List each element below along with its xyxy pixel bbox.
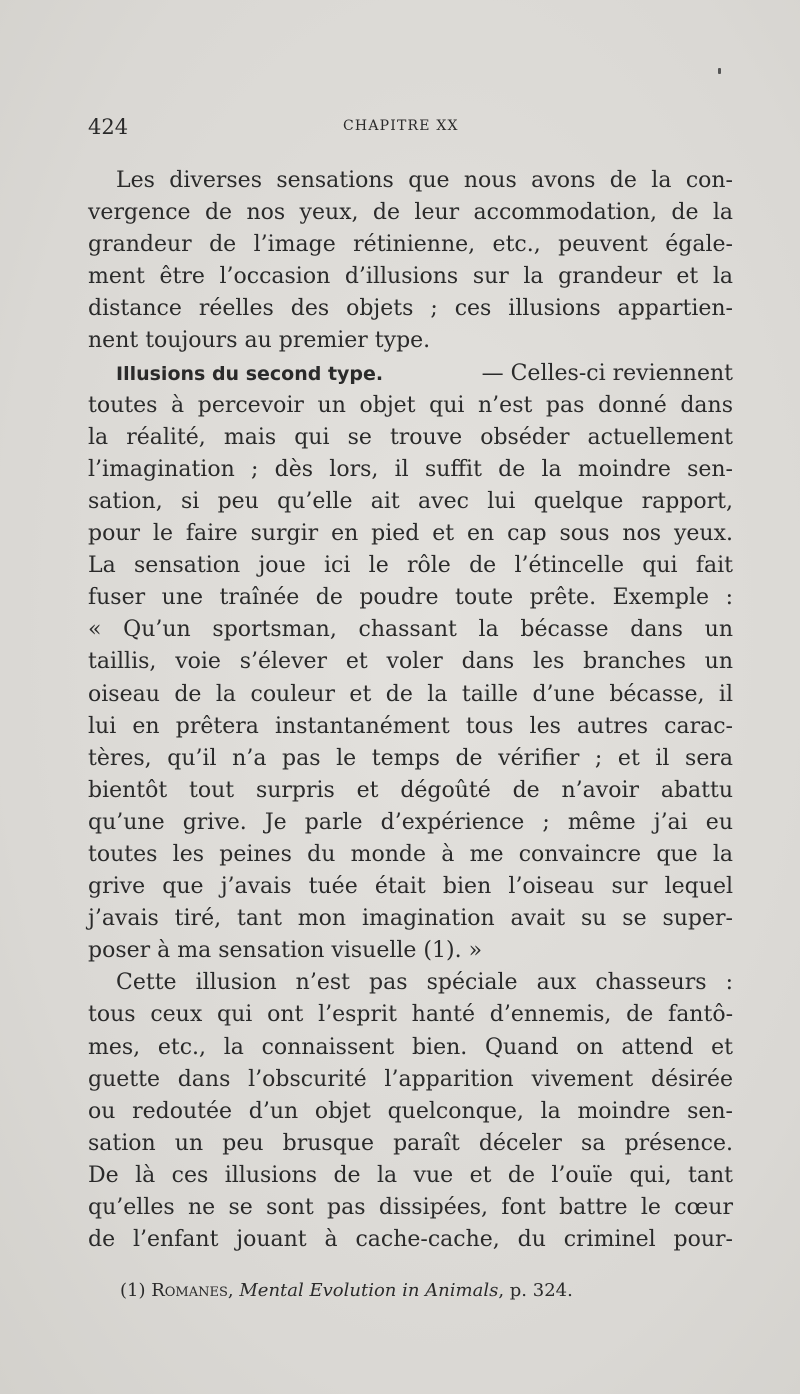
text-line: poser à ma sensation visuelle (1). » — [88, 938, 483, 964]
text-line: toutes les peines du monde à me convaincre que la — [88, 841, 733, 867]
text-line: mes, etc., la connaissent bien. Quand on attend et — [88, 1034, 733, 1060]
footnote-page: , p. 324. — [498, 1280, 573, 1301]
footnote-separator: , — [227, 1280, 240, 1301]
footnote-author: Romanes — [151, 1280, 228, 1301]
text-line: ou redoutée d’un objet quelconque, la moindre sen- — [88, 1098, 733, 1124]
footnote — [120, 1280, 573, 1301]
text-line: tères, qu’il n’a pas le temps de vérifier ; et il sera — [88, 745, 733, 771]
text-line: l’imagination ; dès lors, il suffit de la moindre sen- — [88, 456, 733, 482]
text-line: ment être l’occasion d’illusions sur la grandeur et la — [88, 264, 733, 290]
text-line: la réalité, mais qui se trouve obséder actuellement — [88, 424, 733, 450]
text-line: guette dans l’obscurité l’apparition vivement désirée — [88, 1066, 733, 1092]
body-text — [88, 165, 733, 1256]
text-line: nent toujours au premier type. — [88, 328, 431, 354]
section-heading-line — [88, 358, 733, 390]
text-line: Cette illusion n’est pas spéciale aux chasseurs : — [116, 970, 733, 996]
text-line: de l’enfant jouant à cache-cache, du criminel pour- — [88, 1227, 733, 1253]
text-line: Les diverses sensations que nous avons de la con- — [116, 168, 733, 193]
text-line: sation un peu brusque paraît déceler sa présence. — [88, 1130, 733, 1156]
text-line: j’avais tiré, tant mon imagination avait su se super- — [88, 906, 733, 932]
text-line: qu’elles ne se sont pas dissipées, font battre le cœur — [88, 1195, 733, 1220]
text-line: grive que j’avais tuée était bien l’oiseau sur lequel — [88, 874, 733, 900]
text-line: De là ces illusions de la vue et de l’ouïe qui, tant — [88, 1162, 733, 1188]
text-line: tous ceux qui ont l’esprit hanté d’ennemis, de fantô- — [88, 1002, 733, 1028]
text-line: grandeur de l’image rétinienne, etc., peuvent égale- — [88, 232, 733, 258]
text-line-rest: — Celles-ci reviennent — [481, 360, 733, 386]
text-line: qu’une grive. Je parle d’expérience ; même j’ai eu — [88, 809, 733, 835]
footnote-title: Mental Evolution in Animals — [239, 1280, 499, 1301]
text-line: La sensation joue ici le rôle de l’étincelle qui fait — [88, 553, 733, 579]
footnote-marker: (1) — [120, 1280, 152, 1301]
text-line: « Qu’un sportsman, chassant la bécasse dans un — [88, 617, 733, 643]
text-line: vergence de nos yeux, de leur accommodation, de la — [88, 200, 733, 226]
text-line: oiseau de la couleur et de la taille d’une bécasse, il — [88, 681, 733, 707]
text-line: lui en prêtera instantanément tous les autres carac- — [88, 713, 733, 739]
text-line: fuser une traînée de poudre toute prête. Exemple : — [88, 585, 733, 611]
page-header — [88, 115, 732, 145]
print-speck — [718, 68, 721, 74]
text-line: bientôt tout surpris et dégoûté de n’avoir abattu — [88, 777, 733, 803]
page-number: 424 — [88, 115, 129, 139]
text-line: sation, si peu qu’elle ait avec lui quelque rapport, — [88, 488, 733, 514]
text-line: pour le faire surgir en pied et en cap sous nos yeux. — [88, 521, 733, 547]
text-line: distance réelles des objets ; ces illusions appartien- — [88, 296, 733, 322]
text-line: toutes à percevoir un objet qui n’est pas donné dans — [88, 392, 733, 418]
text-line: taillis, voie s’élever et voler dans les branches un — [88, 649, 733, 675]
section-heading: Illusions du second type. — [116, 362, 384, 385]
running-head: CHAPITRE XX — [343, 118, 459, 134]
